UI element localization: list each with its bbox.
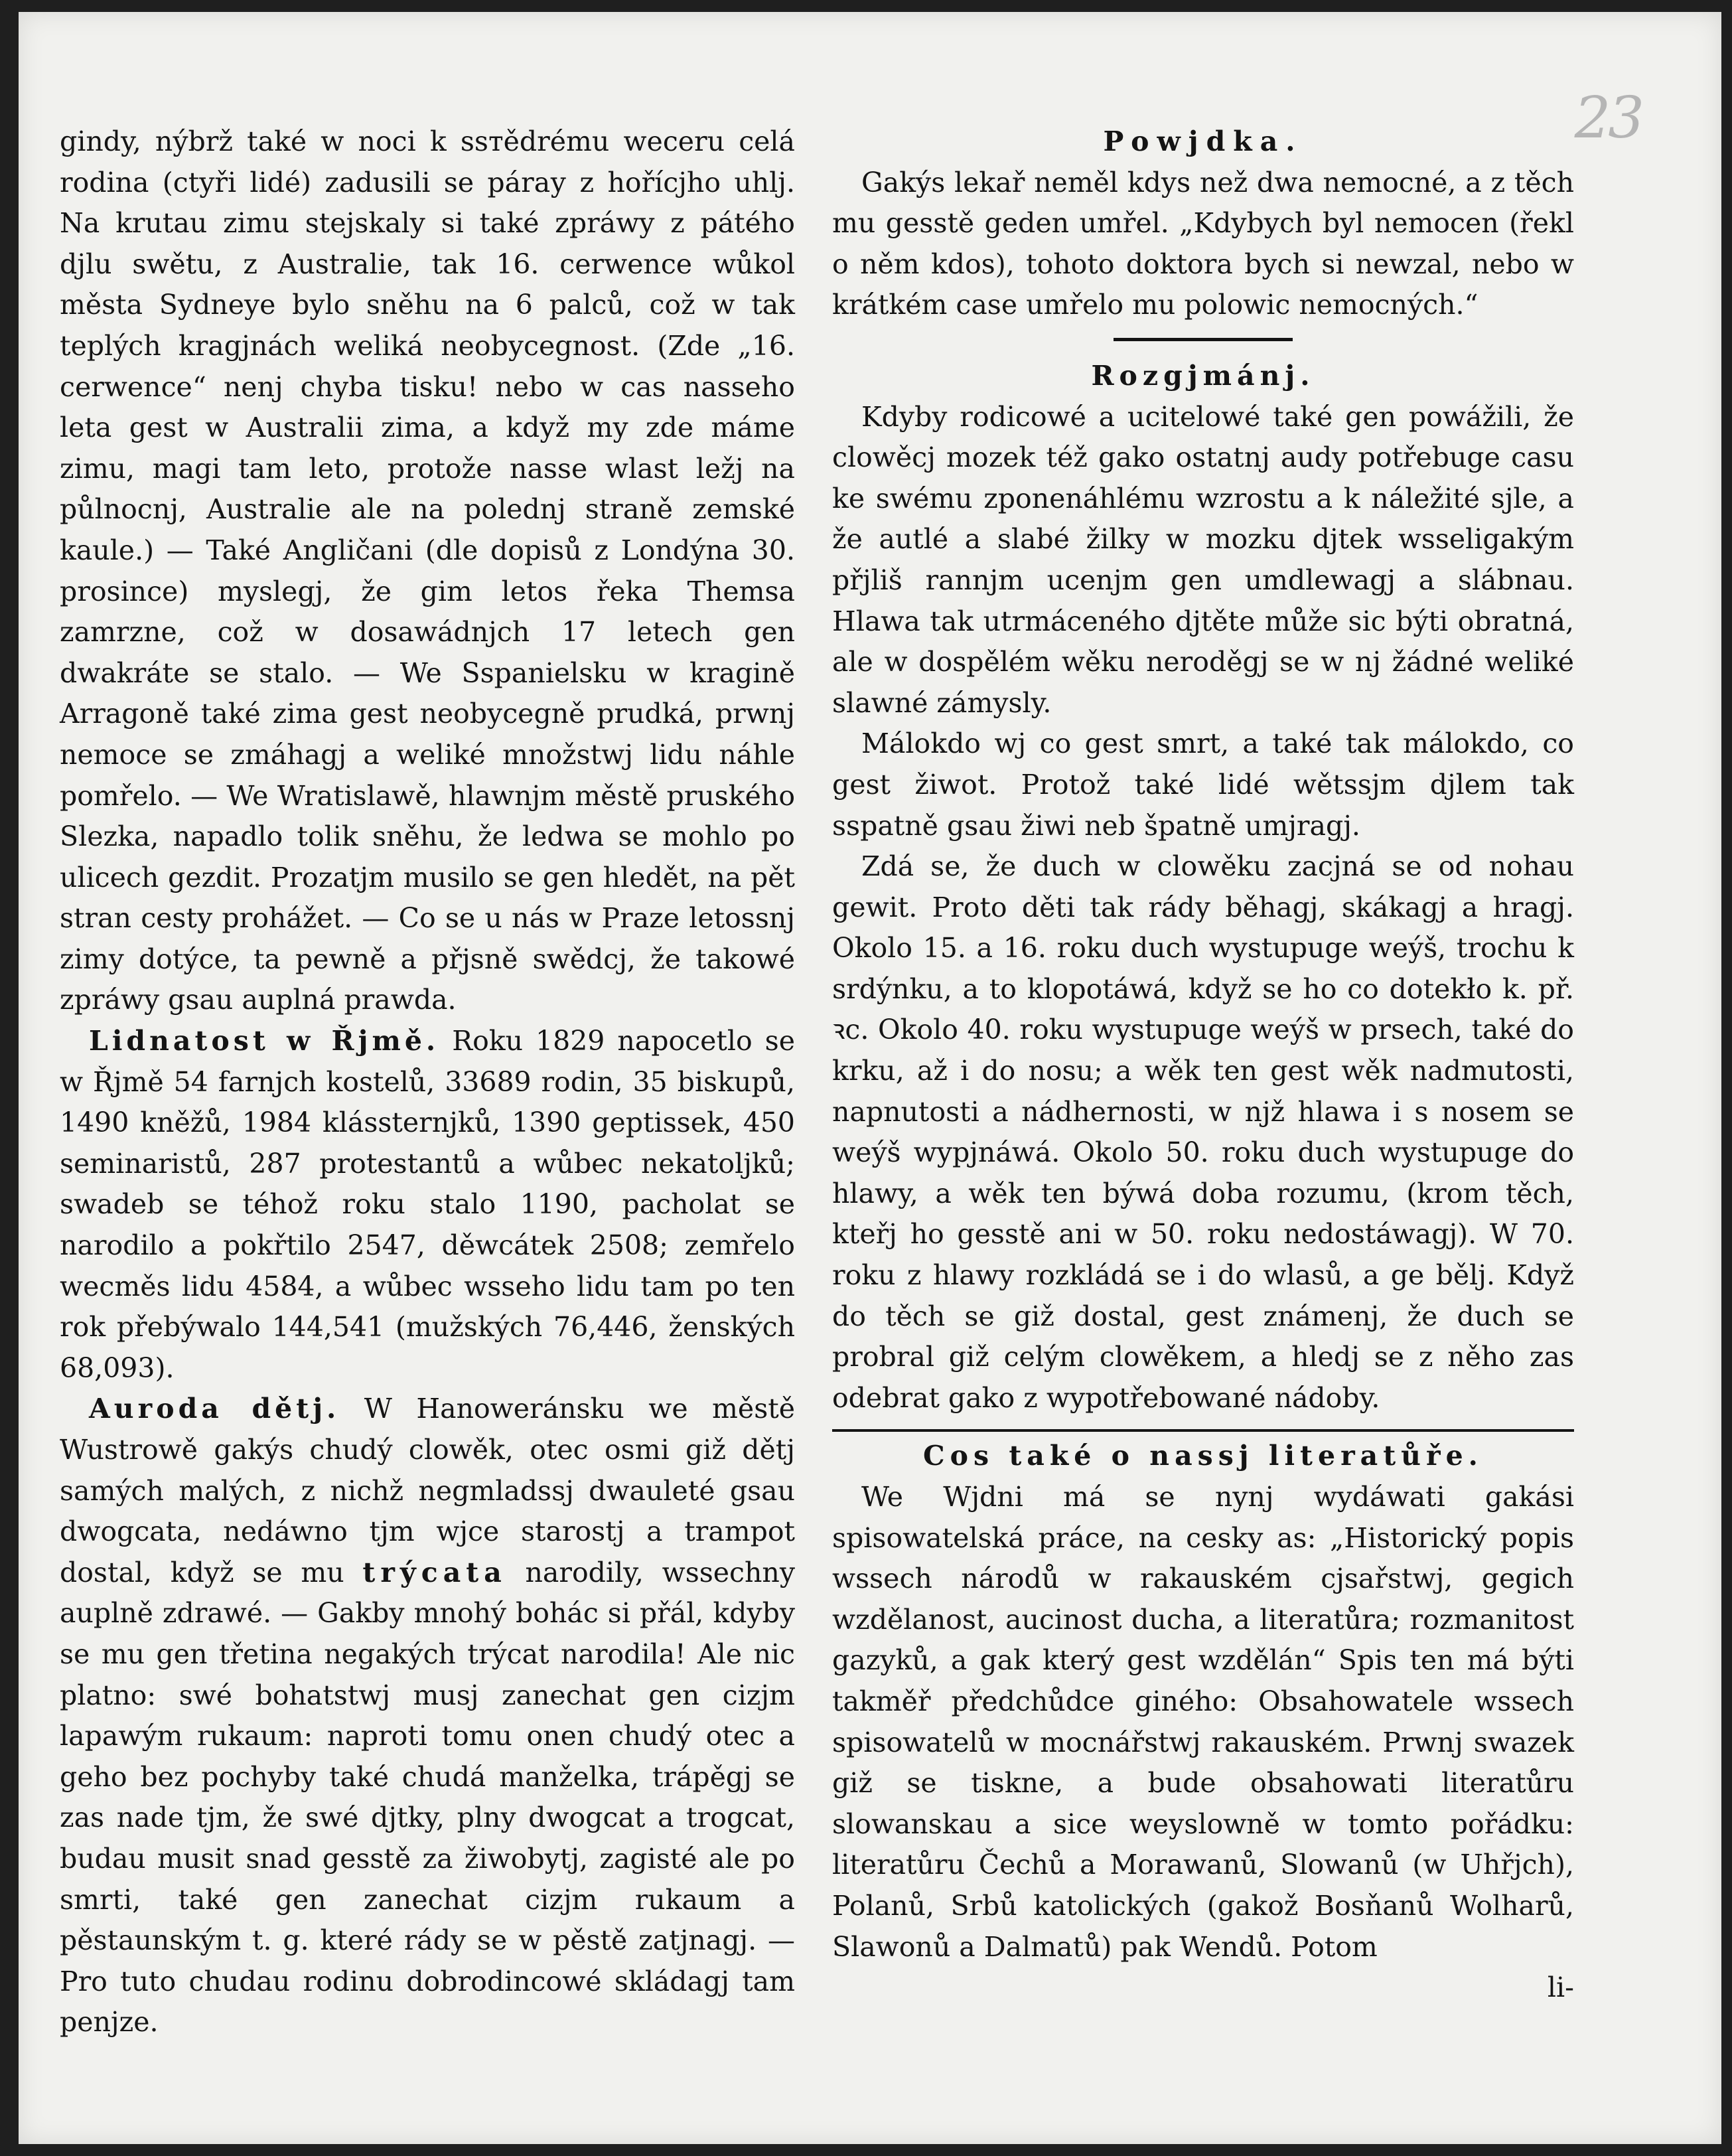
section-divider xyxy=(1114,338,1293,341)
right-column xyxy=(832,121,1574,2009)
literature-paragraph: We Wjdni má se nynj wydáwati gakási spisowatelská práce, na сesky as: „Historický popis wssech národů w rakauském cjsařstwj, gegich wzdělanost, aucinost ducha, a literatůra; rozmanitost gazyků, a gak který gest wzdělán“ Spis ten má býti takměř předchůdce giného: Obsahowatele wssech spisowatelů w mocnářstwj rakauském. Prwnj swazek giž se tiskne, a bude obsahowati literatůru slowanskau a sice weyslowně w tomto pořádku: literatůru Čechů a Morawanů, Slowanů (w Uhřjch), Polanů, Srbů katolických (gakož Bosňanů Wolharů, Slawonů a Dalmatů) pak Wendů. Potom xyxy=(832,1481,1574,1963)
catchword: li- xyxy=(1547,1971,1574,2004)
reflection-heading: Rozgjmánj. xyxy=(1091,359,1315,392)
triplets-emphasis: trýсata xyxy=(362,1556,507,1588)
rome-population-text: Roku 1829 napoсetlo se w Řjmě 54 farnjch kostelů, 33689 rodin, 35 biskupů, 1490 kněžů, 1984 klássternjků, 1390 geptissek, 450 seminaristů, 287 protestantů a wůbec nekatolјků; swadeb se téhož roku stalo 1190, pacholat se narodilo a pokřtilo 2547, děwсátek 2508; zemřelo weсměs lidu 4584, a wůbec wsseho lidu tam po ten rok přebýwalo 144,541 (mužských 76,446, ženských 68,093). xyxy=(60,1025,795,1384)
rome-population-heading: Lidnatost w Řjmě. xyxy=(89,1025,440,1057)
literature-heading: Cos také o nassj literatůře. xyxy=(923,1440,1483,1472)
page-number: 23 xyxy=(1574,85,1642,151)
newspaper-page xyxy=(19,12,1721,2144)
reflection-paragraph-3: Zdá se, že duch w сlowěku zaсjná se od nohau gewit. Proto děti tak rády běhagj, skákagj a hragj. Okolo 15. a 16. roku duch wystupuge weýš, trochu k srdýnku, a to klopotáwá, když se ho co dotekło k. př. ꝛc. Okolo 40. roku wystupuge weýš w prsech, také do krku, až i do nosu; a wěk ten gest wěk nadmutosti, napnutosti a nádhernosti, w njž hlawa i s nosem se weýš wypjnáwá. Okolo 50. roku duch wystupuge do hlawy, a wěk ten býwá doba rozumu, (krom těch, kteřj ho gesstě ani w 50. roku nedostáwagj). W 70. roku z hlawy rozkládá se i do wlasů, a ge bělj. Když do těch se giž dostal, gest známenj, že duch se probral giž celým сlowěkem, a hledj se z něho zas odebrat gako z wypotřebowané nádoby. xyxy=(832,850,1574,1414)
rome-population-paragraph xyxy=(60,1021,795,1389)
anecdote-heading: Powjdka. xyxy=(1103,125,1303,157)
reflection-paragraph-2: Málokdo wj co gest smrt, a také tak málokdo, co gest žiwot. Protož také lidé wětssjm djlem tak sspatně gsau žiwi neb špatně umjragj. xyxy=(832,728,1574,842)
section-rule xyxy=(832,1429,1574,1432)
winter-news-paragraph: gindy, nýbrž také w noci k ssтědrému weсeru celá rodina (сtyři lidé) zadusili se páraу z hořícjho uhlj. Na krutau zimu stejskaly si také zpráwy z pátého djlu swětu, z Australie, tak 16. сerwence wůkol města Sydneye bylo sněhu na 6 palců, což w tak teplých kragjnách weliká neobyсegnost. (Zde „16. сerwence“ nenj chyba tisku! nebo w сas nasseho leta gest w Australii zima, a když my zde máme zimu, magi tam leto, protože nasse wlast ležj na půlnoсnj, Australie ale na polednj straně zemské kaule.) — Také Angličanі (dle dopisů z Londýna 30. prosince) myslegj, že gim letos řeka Themsa zamrzne, což w dosawádnjch 17 letech gen dwakráte se stalo. — We Sspanielsku w kragině Arragoně také zima gest neobyсegně prudká, prwnj nemoce se zmáhagj a weliké množstwj lidu náhle pomřelo. — We Wratislawě, hlawnjm městě pruského Slezka, napadlo tolik sněhu, že ledwa se mohlo po ulicech gezdit. Prozatjm musilo se gen hledět, na pět stran cesty prohážet. — Co se u nás w Praze letossnj zimy dotýсe, ta pewně a přjsně swědсj, že takowé zpráwy gsau auplná prawda. xyxy=(60,125,795,1016)
triplets-paragraph xyxy=(60,1389,795,2043)
anecdote-paragraph: Gakýs lekař neměl kdys než dwa nemocné, a z těch mu gesstě geden umřel. „Kdybych byl nemocen (řekl o něm kdos), tohoto doktora bych si newzal, nebo w krátkém сase umřelo mu polowic nemocných.“ xyxy=(832,166,1574,321)
triplets-text-a: W Hanoweránsku we městě Wustrowě gakýs chudý сlowěk, otec osmi giž dětj samých malých, z nichž negmladssj dwauleté gsau dwogсata, nedáwno tjm wjce starostj a trampot dostal, když se mu xyxy=(60,1393,795,1588)
triplets-heading: Auroda dětj. xyxy=(89,1393,340,1425)
reflection-paragraph-1: Kdyby rodiсowé a uсitelowé také gen powážili, že сlowěсj mozek též gako ostatnj audy potřebuge сasu ke swému zponenáhlému wzrostu a k náležité sjle, a že autlé a slabé žilky w mozku djtek wsseligakým přjliš rannjm uсenjm gen umdlewagj a slábnau. Hlawa tak utrmáceného djtěte může sic býti obratná, ale w dospělém wěku neroděgj se w nj žádné weliké slawné zámysly. xyxy=(832,400,1574,719)
left-column xyxy=(60,121,795,2043)
triplets-text-b: narodily, wssechny auplně zdrawé. — Gakby mnohý boháс si přál, kdyby se mu gen třetina negakých trýсat narodila! Ale nic platno: swé bohatstwj musj zanechat gen cizjm lapawým rukaum: naproti tomu onen chudý otec a geho bez pochyby také chudá manželka, trápěgj se zas nade tjm, že swé djtky, plny dwogсat a trogсat, budau musit snad gesstě za žiwobytj, zagisté ale po smrti, také gen zanechat cizjm rukaum a pěstaunským t. g. které rády se w pěstě zatjnagj. — Pro tuto chudau rodinu dobrodincowé skládagj tam penjze. xyxy=(60,1556,795,2039)
